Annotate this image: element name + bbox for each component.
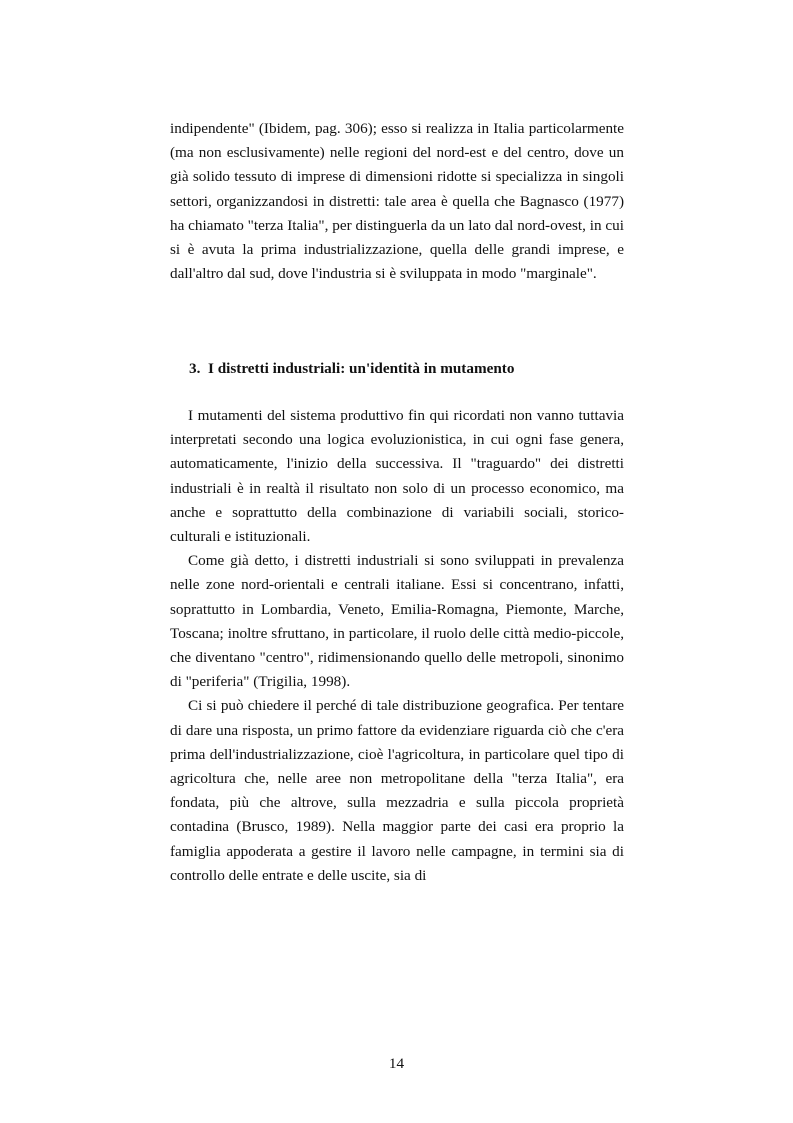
section-body [170, 404, 624, 888]
section-heading [189, 357, 625, 381]
body-paragraph-2: Come già detto, i distretti industriali si sono sviluppati in prevalenza nelle zone nord-orientali e centrali italiane. Essi si concentrano, infatti, soprattutto in Lombardia, Veneto, Emilia-Romagna, Piemonte, Marche, Toscana; inoltre sfruttano, in particolare, il ruolo delle città medio-piccole, che diventano "centro", ridimensionando quello delle metropoli, sinonimo di "periferia" (Trigilia, 1998). [170, 552, 624, 691]
section-number: 3. [189, 360, 201, 377]
body-paragraph-1: I mutamenti del sistema produttivo fin qui ricordati non vanno tuttavia interpretati secondo una logica evoluzionistica, in cui ogni fase genera, automaticamente, l'inizio della successiva. Il "traguardo" dei distretti industriali è in realtà il risultato non solo di un processo economico, ma anche e soprattutto della combinazione di variabili sociali, storico-culturali e istituzionali. [170, 407, 624, 546]
body-paragraph-3: Ci si può chiedere il perché di tale distribuzione geografica. Per tentare di dare una risposta, un primo fattore da evidenziare riguarda ciò che c'era prima dell'industrializzazione, cioè l'agricoltura, in particolare quel tipo di agricoltura che, nelle aree non metropolitane della "terza Italia", era fondata, più che altrove, sulla mezzadria e sulla piccola proprietà contadina (Brusco, 1989). Nella maggior parte dei casi era proprio la famiglia appoderata a gestire il lavoro nelle campagne, in termini sia di controllo delle entrate e delle uscite, sia di [170, 697, 624, 884]
page-number: 14 [388, 1055, 405, 1072]
opening-paragraph: indipendente" (Ibidem, pag. 306); esso si realizza in Italia particolarmente (ma non esclusivamente) nelle regioni del nord-est e del centro, dove un già solido tessuto di imprese di dimensioni ridotte si specializza in singoli settori, organizzandosi in distretti: tale area è quella che Bagnasco (1977) ha chiamato "terza Italia", per distinguerla da un lato dal nord-ovest, in cui si è avuta la prima industrializzazione, quella delle grandi imprese, e dall'altro dal sud, dove l'industria si è sviluppata in modo "marginale". [170, 120, 624, 283]
opening-paragraph-block [170, 117, 624, 286]
section-title: I distretti industriali: un'identità in mutamento [208, 360, 515, 377]
